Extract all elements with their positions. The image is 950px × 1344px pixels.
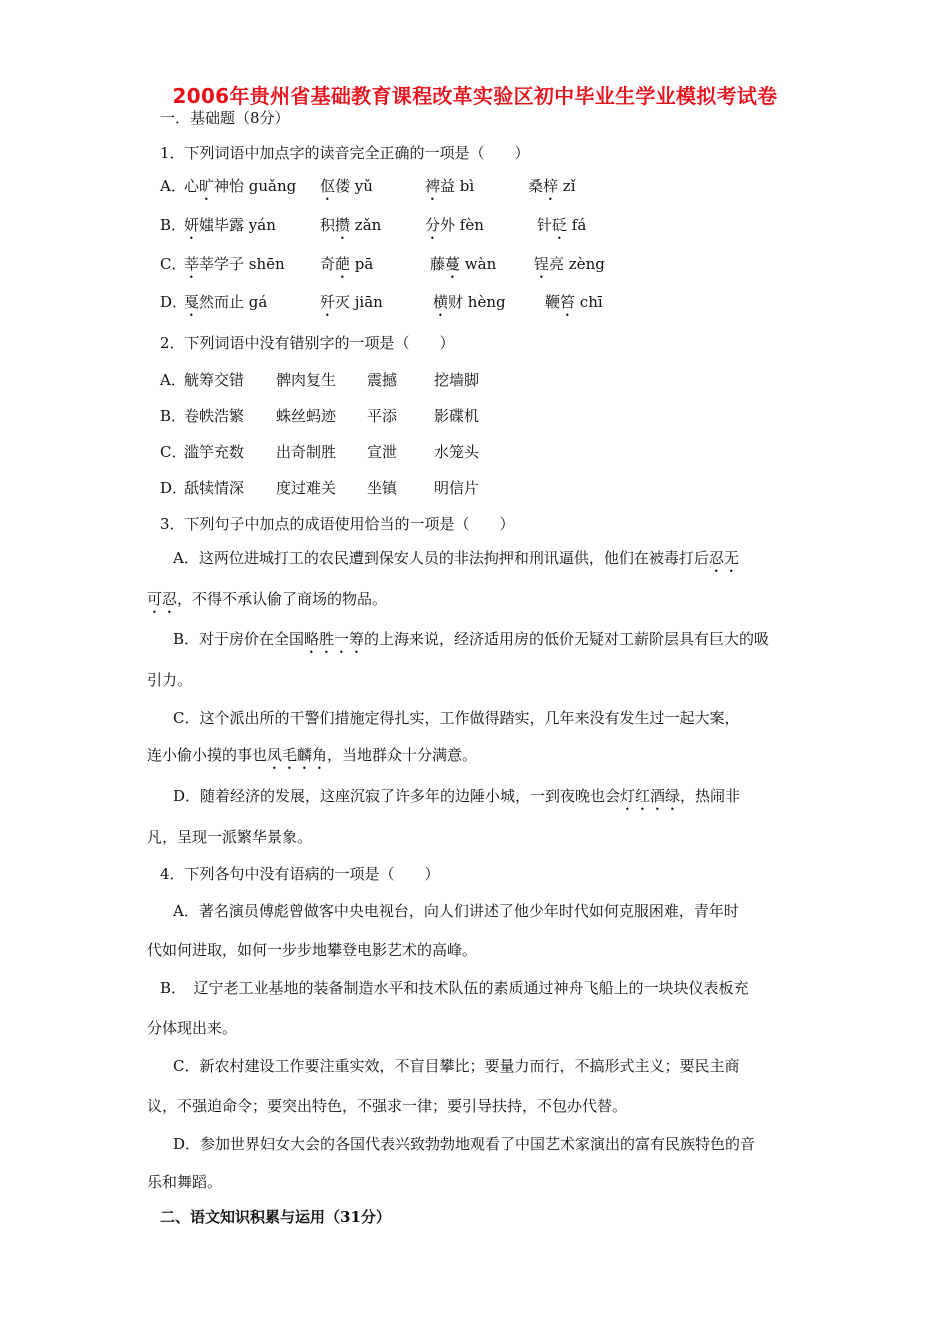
section-heading-2: 二、语文知识积累与运用（31分） — [160, 1208, 391, 1226]
dotted-idiom: 略胜一筹 — [304, 630, 365, 648]
word: 髀肉复生 — [276, 371, 337, 389]
word-cell: 积攒 zǎn — [320, 216, 382, 234]
question-1-stem: 1．下列词语中加点字的读音完全正确的一项是（ ） — [160, 144, 530, 162]
word-cell: 锃亮 zèng — [534, 255, 605, 273]
word-cell: 戛然而止 gá — [184, 293, 268, 311]
dotted-char: 笞 — [560, 293, 576, 311]
dotted-char: 砭 — [552, 216, 568, 234]
word: 滥竽充数 — [184, 443, 245, 461]
word: 舐犊情深 — [184, 479, 245, 497]
q3-option-c-line1: C．这个派出所的干警们措施定得扎实，工作做得踏实，几年来没有发生过一起大案， — [173, 709, 740, 727]
section-heading-1: 一．基础题（8分） — [160, 109, 290, 127]
word-cell: 莘莘学子 shēn — [184, 255, 285, 273]
option-label: B． — [160, 407, 187, 425]
word: 坐镇 — [367, 479, 398, 497]
word-cell: 鞭笞 chī — [545, 293, 603, 311]
q3-option-b-line1: B．对于房价在全国略胜一筹的上海来说，经济适用房的低价无疑对工薪阶层具有巨大的吸 — [173, 630, 770, 648]
q4-option-d-line2: 乐和舞蹈。 — [147, 1173, 223, 1191]
dotted-idiom: 可忍 — [147, 590, 178, 608]
q4-option-b-line2: 分体现出来。 — [147, 1019, 238, 1037]
word-cell: 横财 hèng — [433, 293, 506, 311]
dotted-char: 莘 — [184, 255, 200, 273]
word: 蛛丝蚂迹 — [276, 407, 337, 425]
dotted-idiom: 灯红酒绿 — [620, 787, 681, 805]
word-cell: 分外 fèn — [425, 216, 484, 234]
dotted-char: 葩 — [335, 255, 351, 273]
option-label: D． — [160, 293, 188, 311]
q4-option-c-line1: C．新农村建设工作要注重实效，不盲目攀比；要量力而行，不搞形式主义；要民主商 — [173, 1057, 740, 1075]
word-cell: 妍媸毕露 yán — [184, 216, 276, 234]
option-label: C． — [160, 443, 187, 461]
word: 水笼头 — [434, 443, 480, 461]
dotted-char: 歼 — [320, 293, 336, 311]
q3-option-a-line1: A．这两位进城打工的农民遭到保安人员的非法拘押和刑讯逼供，他们在被毒打后忍无 — [173, 549, 739, 567]
dotted-char: 伛 — [320, 177, 336, 195]
dotted-char: 攒 — [335, 216, 351, 234]
word: 觥筹交错 — [184, 371, 245, 389]
q4-option-d-line1: D．参加世界妇女大会的各国代表兴致勃勃地观看了中国艺术家演出的富有民族特色的音 — [173, 1135, 756, 1153]
word: 震撼 — [367, 371, 398, 389]
q4-option-c-line2: 议，不强迫命令；要突出特色，不强求一律；要引导扶持，不包办代替。 — [147, 1097, 628, 1115]
question-4-stem: 4．下列各句中没有语病的一项是（ ） — [160, 865, 440, 883]
word-cell: 裨益 bì — [425, 177, 475, 195]
q3-option-a-line2: 可忍，不得不承认偷了商场的物品。 — [147, 590, 388, 608]
word: 度过难关 — [276, 479, 337, 497]
word-cell: 针砭 fá — [537, 216, 587, 234]
q4-option-a-line2: 代如何进取，如何一步步地攀登电影艺术的高峰。 — [147, 941, 478, 959]
option-label: C． — [160, 255, 187, 273]
dotted-char: 横 — [433, 293, 449, 311]
word: 出奇制胜 — [276, 443, 337, 461]
q3-option-d-line2: 凡，呈现一派繁华景象。 — [147, 828, 313, 846]
dotted-char: 戛 — [184, 293, 200, 311]
q3-option-b-line2: 引力。 — [147, 671, 193, 689]
word: 挖墙脚 — [434, 371, 480, 389]
option-label: B． — [160, 216, 187, 234]
dotted-idiom: 忍无 — [708, 549, 739, 567]
dotted-char: 梓 — [543, 177, 559, 195]
word: 宣泄 — [367, 443, 398, 461]
option-label: D． — [160, 479, 188, 497]
option-label: A． — [160, 371, 186, 389]
dotted-char: 分 — [425, 216, 441, 234]
word: 卷帙浩繁 — [184, 407, 245, 425]
word-cell: 伛偻 yǔ — [320, 177, 373, 195]
question-3-stem: 3．下列句子中加点的成语使用恰当的一项是（ ） — [160, 515, 515, 533]
q3-option-d-line1: D．随着经济的发展，这座沉寂了许多年的边陲小城，一到夜晚也会灯红酒绿，热闹非 — [173, 787, 741, 805]
word-cell: 藤蔓 wàn — [430, 255, 497, 273]
dotted-char: 锃 — [534, 255, 550, 273]
word: 影碟机 — [434, 407, 480, 425]
word-cell: 桑梓 zǐ — [528, 177, 576, 195]
word: 明信片 — [434, 479, 480, 497]
dotted-char: 旷 — [199, 177, 215, 195]
dotted-char: 妍 — [184, 216, 200, 234]
word-cell: 歼灭 jiān — [320, 293, 383, 311]
q4-option-b-line1: B． 辽宁老工业基地的装备制造水平和技术队伍的素质通过神舟飞船上的一块块仪表板充 — [160, 979, 749, 997]
q3-option-c-line2: 连小偷小摸的事也凤毛麟角，当地群众十分满意。 — [147, 746, 478, 764]
dotted-idiom: 凤毛麟角 — [267, 746, 328, 764]
page-title: 2006年贵州省基础教育课程改革实验区初中毕业生学业模拟考试卷 — [172, 84, 778, 108]
question-2-stem: 2．下列词语中没有错别字的一项是（ ） — [160, 334, 455, 352]
word-cell: 奇葩 pā — [320, 255, 374, 273]
dotted-char: 蔓 — [445, 255, 461, 273]
option-label: A． — [160, 177, 186, 195]
word-cell: 心旷神怡 guǎng — [184, 177, 297, 195]
q4-option-a-line1: A．著名演员傅彪曾做客中央电视台，向人们讲述了他少年时代如何克服困难，青年时 — [173, 902, 739, 920]
word: 平添 — [367, 407, 398, 425]
dotted-char: 裨 — [425, 177, 441, 195]
